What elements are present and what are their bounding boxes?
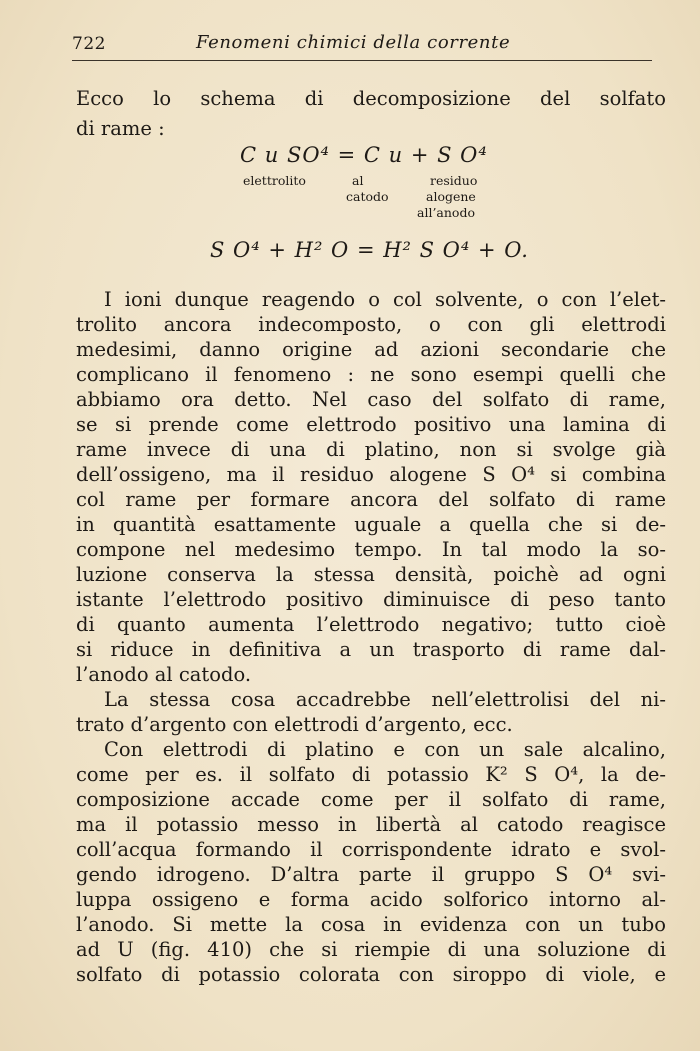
body-line-26: l’anodo. Si mette la cosa in evidenza con un tubo: [76, 913, 666, 936]
body-line-23: coll’acqua formando il corrispondente idrato e svol-: [76, 838, 666, 861]
body-line-8: dell’ossigeno, ma il residuo alogene S O⁴ si combina: [76, 463, 666, 486]
label-electrolyte: elettrolito: [243, 173, 306, 188]
body-line-16: l’anodo al catodo.: [76, 663, 252, 686]
intro-line-1: Ecco lo schema di decomposizione del solfato: [76, 87, 666, 110]
body-line-3: medesimi, danno origine ad azioni secondarie che: [76, 338, 666, 361]
body-line-1: I ioni dunque reagendo o col solvente, o con l’elet-: [104, 288, 666, 311]
body-line-17: La stessa cosa accadrebbe nell’elettrolisi del ni-: [104, 688, 666, 711]
body-line-20: come per es. il solfato di potassio K² S O⁴, la de-: [76, 763, 666, 786]
body-line-9: col rame per formare ancora del solfato di rame: [76, 488, 666, 511]
label-cathode-2: catodo: [346, 189, 389, 204]
body-line-11: compone nel medesimo tempo. In tal modo la so-: [76, 538, 666, 561]
label-anode-2: alogene: [426, 189, 476, 204]
body-line-14: di quanto aumenta l’elettrodo negativo; tutto cioè: [76, 613, 666, 636]
equation-copper-sulfate: C u SO⁴ = C u + S O⁴: [240, 143, 488, 167]
label-anode-1: residuo: [430, 173, 478, 188]
label-cathode-1: al: [352, 173, 364, 188]
body-line-4: complicano il fenomeno : ne sono esempi quelli che: [76, 363, 666, 386]
running-title: Fenomeni chimici della corrente: [196, 32, 511, 53]
body-line-7: rame invece di una di platino, non si svolge già: [76, 438, 666, 461]
intro-line-2: di rame :: [76, 117, 165, 140]
body-line-24: gendo idrogeno. D’altra parte il gruppo S O⁴ svi-: [76, 863, 666, 886]
body-line-6: se si prende come elettrodo positivo una lamina di: [76, 413, 666, 436]
label-anode-3: all’anodo: [417, 205, 475, 220]
body-line-2: trolito ancora indecomposto, o con gli elettrodi: [76, 313, 666, 336]
body-line-12: luzione conserva la stessa densità, poichè ad ogni: [76, 563, 666, 586]
body-line-13: istante l’elettrodo positivo diminuisce di peso tanto: [76, 588, 666, 611]
body-line-22: ma il potassio messo in libertà al catodo reagisce: [76, 813, 666, 836]
body-line-5: abbiamo ora detto. Nel caso del solfato di rame,: [76, 388, 666, 411]
body-line-25: luppa ossigeno e forma acido solforico intorno al-: [76, 888, 666, 911]
body-line-27: ad U (fig. 410) che si riempie di una soluzione di: [76, 938, 666, 961]
page-number: 722: [72, 34, 106, 54]
body-line-18: trato d’argento con elettrodi d’argento, ecc.: [76, 713, 513, 736]
body-line-10: in quantità esattamente uguale a quella che si de-: [76, 513, 666, 536]
body-line-19: Con elettrodi di platino e con un sale alcalino,: [104, 738, 666, 761]
equation-sulfate-water: S O⁴ + H² O = H² S O⁴ + O.: [210, 238, 529, 262]
body-line-28: solfato di potassio colorata con siroppo di viole, e: [76, 963, 666, 986]
page-header: [72, 32, 652, 61]
body-line-15: si riduce in definitiva a un trasporto di rame dal-: [76, 638, 666, 661]
body-line-21: composizione accade come per il solfato di rame,: [76, 788, 666, 811]
